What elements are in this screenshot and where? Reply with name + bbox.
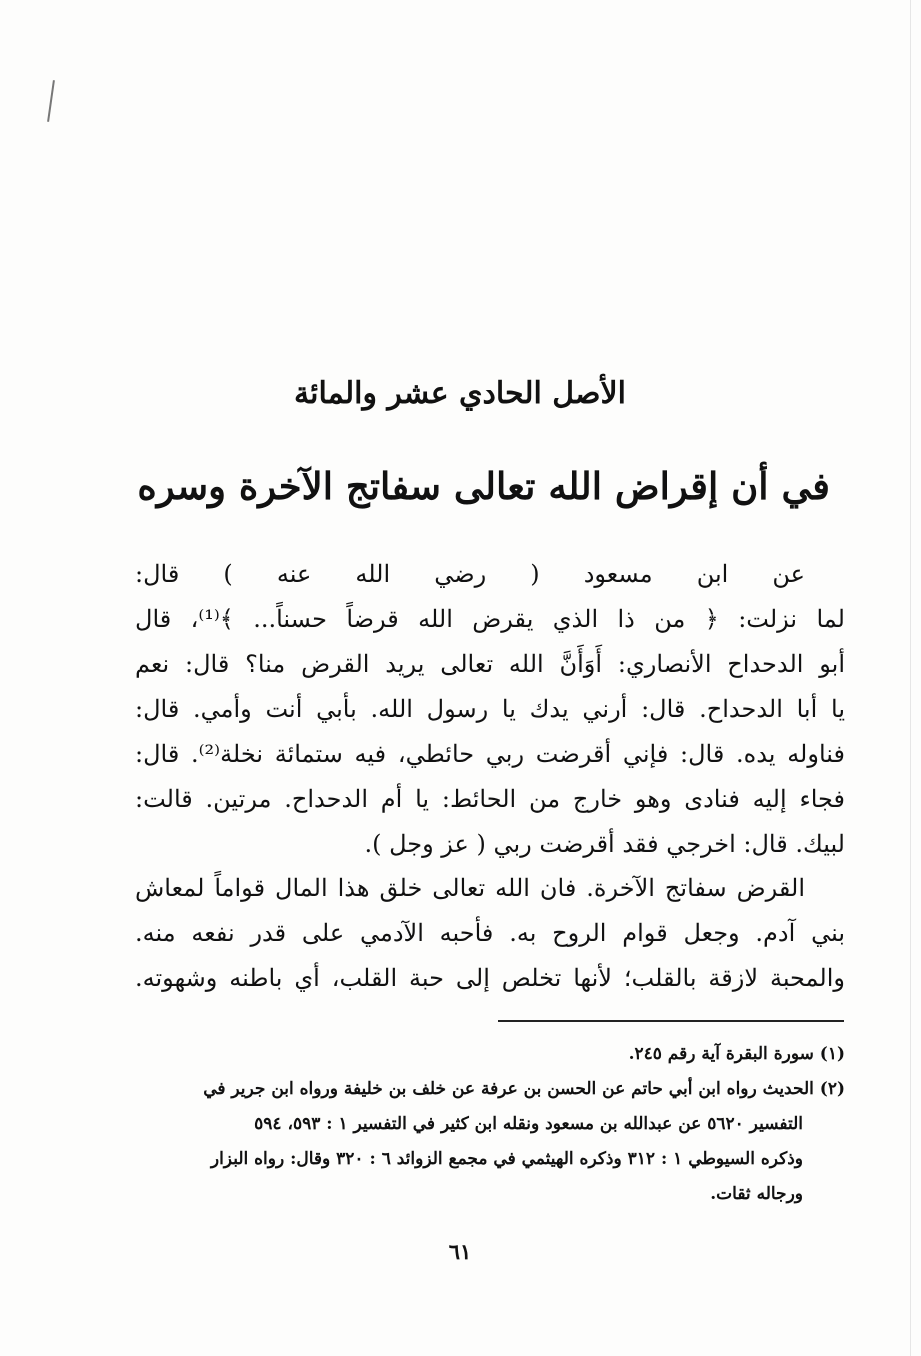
scan-pen-mark: [47, 80, 55, 122]
footnotes: [150, 1037, 845, 1212]
text-line: يا أبا الدحداح. قال: أرني يدك يا رسول الله. بأبي أنت وأمي. قال:: [135, 695, 845, 723]
footnote-2-continued: وذكره السيوطي ١ : ٣١٢ وذكره الهيثمي في مجمع الزوائد ٦ : ٣٢٠ وقال: رواه البزار: [210, 1149, 803, 1169]
text-line: فناوله يده. قال: فإني أقرضت ربي حائطي، فيه ستمائة نخلة⁽²⁾. قال:: [135, 740, 845, 768]
footnote-2-continued: ورجاله ثقات.: [710, 1184, 803, 1204]
text-line: والمحبة لازقة بالقلب؛ لأنها تخلص إلى حبة القلب، أي باطنه وشهوته.: [135, 964, 845, 992]
text-line: لبيك. قال: اخرجي فقد أقرضت ربي ( عز وجل ).: [364, 830, 845, 858]
paragraph-hadith: [135, 552, 845, 867]
text-line: عن ابن مسعود ( رضي الله عنه ) قال:: [135, 560, 805, 588]
footnote-2: (٢) الحديث رواه ابن أبي حاتم عن الحسن بن عرفة عن خلف بن خليفة ورواه ابن جرير في: [203, 1079, 845, 1099]
scan-edge-line: [910, 0, 911, 1356]
text-line: فجاء إليه فنادى وهو خارج من الحائط: يا أم الدحداح. مرتين. قالت:: [135, 785, 845, 813]
chapter-title: الأصل الحادي عشر والمائة: [294, 376, 626, 411]
page-number: ٦١: [448, 1239, 472, 1264]
section-title: في أن إقراض الله تعالى سفاتج الآخرة وسره: [137, 464, 830, 508]
text-line: بني آدم. وجعل قوام الروح به. فأحبه الآدمي على قدر نفعه منه.: [135, 919, 845, 947]
footnote-divider: [498, 1020, 844, 1022]
footnote-2-continued: التفسير ٥٦٢٠ عن عبدالله بن مسعود ونقله ابن كثير في التفسير ١ : ٥٩٣، ٥٩٤: [254, 1114, 803, 1134]
paragraph-commentary: [135, 866, 845, 1001]
text-line: أبو الدحداح الأنصاري: أَوَأَنَّ الله تعالى يريد القرض منا؟ قال: نعم: [135, 650, 845, 678]
text-line: لما نزلت: ﴿ من ذا الذي يقرض الله قرضاً حسناً... ﴾⁽¹⁾، قال: [135, 605, 845, 633]
text-line: القرض سفاتج الآخرة. فان الله تعالى خلق هذا المال قواماً لمعاش: [135, 874, 805, 902]
footnote-1: (١) سورة البقرة آية رقم ٢٤٥.: [628, 1044, 845, 1064]
